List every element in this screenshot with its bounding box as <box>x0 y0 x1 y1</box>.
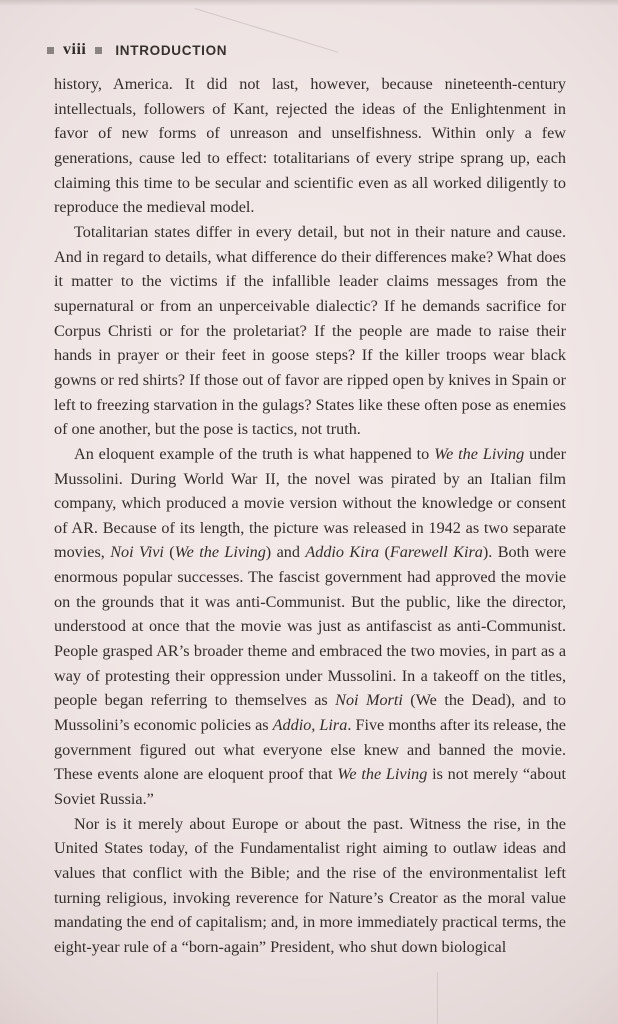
text-run: ( <box>379 543 390 562</box>
italic-text-run: We the Living <box>434 444 525 463</box>
italic-text-run: Addio Kira <box>305 543 380 562</box>
text-run: Totalitarian states differ in every detail, but not in their nature and cause. And in regard to details, what difference do their differences make? What does it matter to the victims if the infallible leader claims messages from the supernatural or from an unperceivable dialectic? If he demands sacrifice for Corpus Christi or for the proletariat? If the people are made to raise their hands in prayer or their feet in goose steps? If the killer troops wear black gowns or red shirts? If those out of favor are ripped open by knives in Spain or left to freezing starvation in the gulags? States like these often pose as enemies of one another, but the pose is tactics, not truth. <box>54 222 566 439</box>
text-run: ). Both were enormous popular successes. The fascist government had approved the movie on the grounds that it was anti-Communist. But the public, like the director, understood at once that the movie was just as antifascist as anti-Communist. People grasped AR’s broader theme and embraced the two movies, in part as a way of protesting their oppression under Mussolini. In a takeoff on the titles, people began referring to themselves as <box>54 543 567 710</box>
italic-text-run: Noi Vivi <box>110 543 164 562</box>
text-run: history, America. It did not last, however, because nineteenth-century intellectuals, followers of Kant, rejected the ideas of the Enlightenment in favor of new forms of unreason and unselfishness. Within only a few generations, cause led to effect: totalitarians of every stripe sprang up, each claiming this time to be secular and scientific even as all worked diligently to reproduce the medieval model. <box>54 75 566 217</box>
italic-text-run: Addio, Lira <box>272 716 348 735</box>
italic-text-run: We the Living <box>337 765 428 784</box>
text-run: ) and <box>265 543 306 562</box>
italic-text-run: Farewell Kira <box>389 543 483 562</box>
text-run: ( <box>163 543 175 562</box>
text-run: Nor is it merely about Europe or about the past. Witness the rise, in the United States today, of the Fundamentalist right aiming to outlaw ideas and values that conflict with the Bible; and the rise of the environmentalist left turning religious, invoking reverence for Nature’s Creator as the moral value mandating the end of capitalism; and, in more immediately practical terms, the eight-year rule of a “born-again” President, who shut down biological <box>54 814 566 956</box>
paragraph <box>54 72 566 220</box>
italic-text-run: We the Living <box>174 543 266 562</box>
paragraph <box>54 220 566 442</box>
page-body <box>54 72 566 960</box>
scan-edge-shadow <box>0 0 618 6</box>
scan-crease-artifact <box>437 972 438 1024</box>
paragraph <box>54 812 566 960</box>
text-run: under Mussolini. During World War II, the novel was pirated by an Italian film company, which produced a movie version without the knowledge or consent of AR. Because of its length, the picture was released in 1942 as two separate movies, <box>54 444 566 562</box>
paragraph <box>54 442 566 812</box>
italic-text-run: Noi Morti <box>335 691 403 710</box>
running-head <box>47 41 227 59</box>
square-bullet-icon <box>95 47 102 54</box>
text-run: . Five months after its release, the government figured out what everyone else knew and banned the movie. These events alone are eloquent proof that <box>54 716 566 784</box>
text-run: (We the Dead), and to Mussolini’s economic policies as <box>54 691 567 735</box>
section-title: INTRODUCTION <box>115 42 228 58</box>
page-number: viii <box>63 41 87 58</box>
text-run: is not merely “about Soviet Russia.” <box>54 765 567 809</box>
text-run: An eloquent example of the truth is what happened to <box>74 444 435 463</box>
square-bullet-icon <box>47 47 54 54</box>
